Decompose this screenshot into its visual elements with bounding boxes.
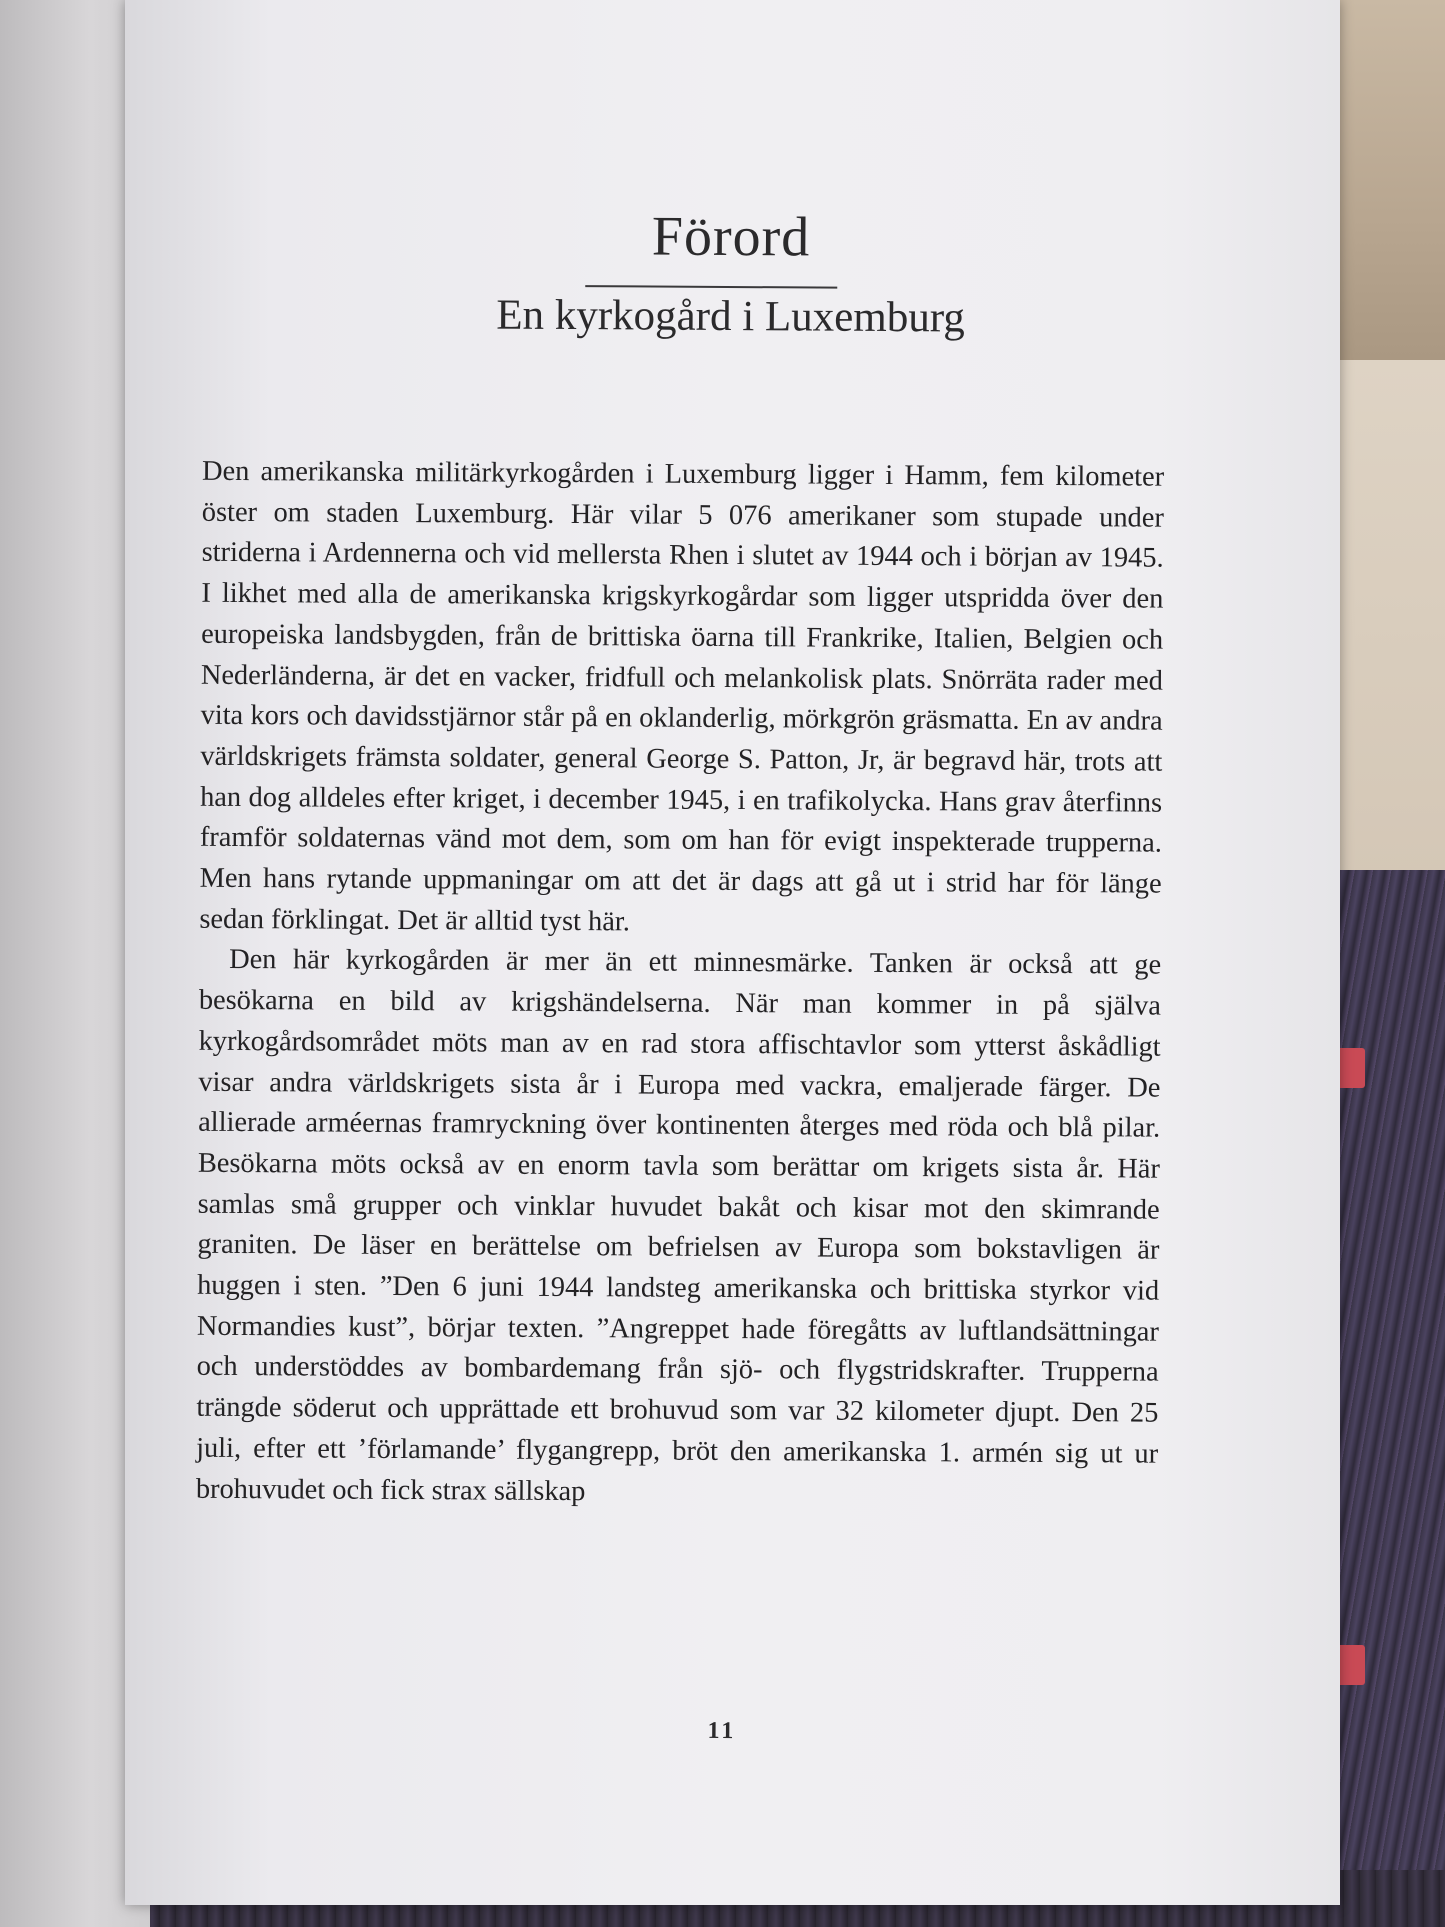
page-number: 11 xyxy=(707,1717,737,1745)
chapter-title: Förord xyxy=(651,205,811,269)
body-text xyxy=(196,452,1164,1516)
paragraph: Den amerikanska militärkyrkogården i Luxemburg ligger i Hamm, fem kilometer öster om staden Luxemburg. Här vilar 5 076 amerikaner som stupade under striderna i Ardennerna och vid mellersta Rhen i slutet av 1944 och i början av 1945. I likhet med alla de amerikanska krigskyrkogårdar som ligger utspridda över den europeiska landsbygden, från de brittiska öarna till Frankrike, Italien, Belgien och Nederländerna, är det en vacker, fridfull och melankolisk plats. Snörräta rader med vita kors och davidsstjärnor står på en oklanderlig, mörkgrön gräsmatta. En av andra världskrigets främsta soldater, general George S. Patton, Jr, är begravd här, trots att han dog alldeles efter kriget, i december 1945, i en trafikolycka. Hans grav återfinns framför soldaternas vänd mot dem, som om han för evigt inspekterade trupperna. Men hans rytande uppmaningar om att det är dags att gå ut i strid har för länge sedan förklingat. Det är alltid tyst här. xyxy=(199,455,1165,938)
page-content xyxy=(113,0,1340,1909)
book-page xyxy=(125,0,1340,1905)
chapter-subtitle: En kyrkogård i Luxemburg xyxy=(496,291,965,342)
paragraph: Den här kyrkogården är mer än ett minnesmärke. Tanken är också att ge besökarna en bild av krigshändelserna. När man kommer in på själva kyrkogårdsområdet möts man av en rad stora affischtavlor som ytterst åskådligt visar andra världskrigets sista år i Europa med vackra, emaljerade färger. De allierade arméernas framryckning över kontinenten återges med röda och blå pilar. Besökarna möts också av en enorm tavla som berättar om krigets sista år. Här samlas små grupper och vinklar huvudet bakåt och kisar mot den skimrande graniten. De läser en berättelse om befrielsen av Europa som bokstavligen är huggen i sten. ”Den 6 juni 1944 landsteg amerikanska och brittiska styrkor vid Normandies kust”, börjar texten. ”Angreppet hade föregåtts av luftlandsättningar och understöddes av bombardemang från sjö- och flygstridskrafter. Trupperna trängde söderut och upprättade ett brohuvud som var 32 kilometer djupt. Den 25 juli, efter ett ’förlamande’ flygangrepp, bröt den amerikanska 1. armén sig ut ur brohuvudet och fick strax sällskap xyxy=(195,944,1162,1507)
title-divider xyxy=(585,285,837,289)
